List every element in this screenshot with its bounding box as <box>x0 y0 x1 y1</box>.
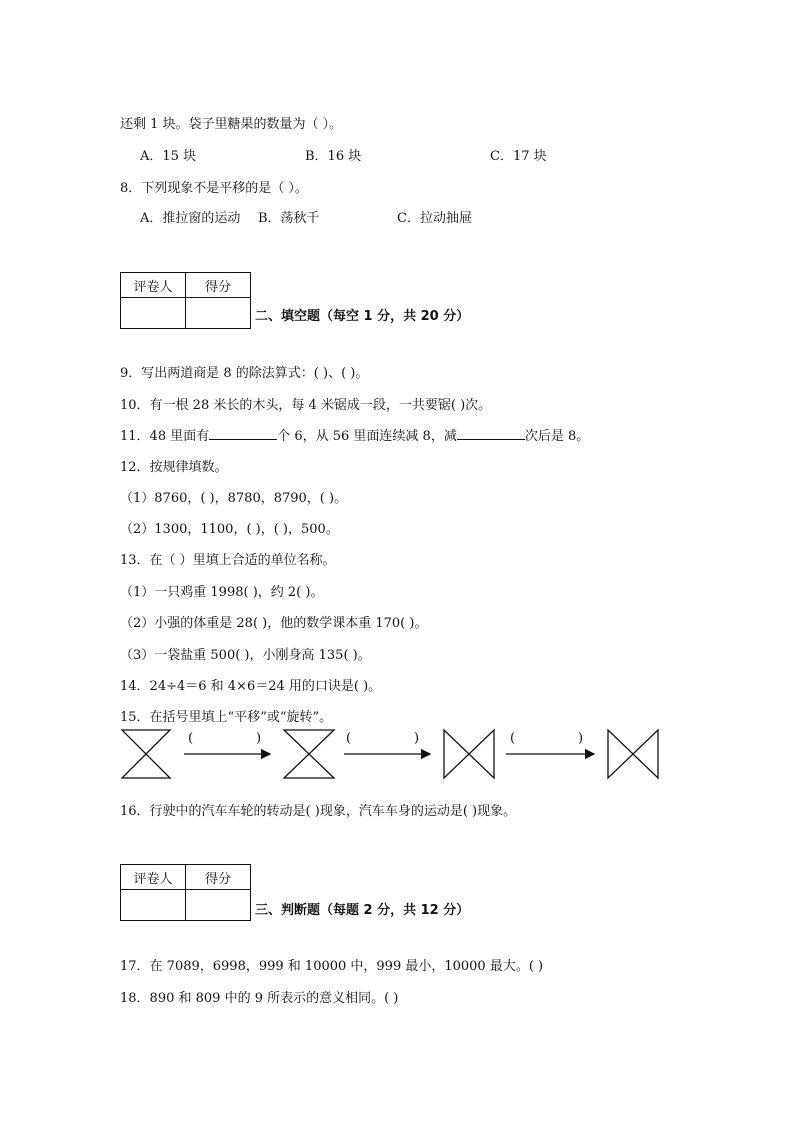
hourglass-shape-2 <box>284 730 334 778</box>
q12-1: （1）8760，( )，8780，8790，( )。 <box>120 491 348 506</box>
section2-title: 二、填空题（每空 1 分，共 20 分） <box>255 309 470 324</box>
q11 <box>120 425 589 444</box>
score-table-section3 <box>120 864 251 921</box>
q9: 9．写出两道商是 8 的除法算式：( )、( )。 <box>120 366 369 381</box>
q8-option-c: C．拉动抽屉 <box>397 211 472 226</box>
score-label: 得分 <box>186 865 251 890</box>
q10: 10．有一根 28 米长的木头，每 4 米锯成一段，一共要锯( )次。 <box>120 398 492 413</box>
q11-part-a: 11．48 里面有 <box>120 429 210 444</box>
q7-option-a: A．15 块 <box>140 149 197 164</box>
q11-blank-2[interactable] <box>457 427 525 440</box>
reviewer-cell[interactable] <box>121 890 186 921</box>
q12: 12．按规律填数。 <box>120 460 228 475</box>
section3-title: 三、判断题（每题 2 分，共 12 分） <box>255 903 470 918</box>
q14: 14．24÷4＝6 和 4×6＝24 用的口诀是( )。 <box>120 679 382 694</box>
score-label: 得分 <box>186 273 251 298</box>
q8: 8．下列现象不是平移的是（ ）。 <box>120 181 308 196</box>
q7-tail: 还剩 1 块。袋子里糖果的数量为（ ）。 <box>120 117 343 132</box>
hourglass-shape-1 <box>122 730 170 778</box>
q11-blank-1[interactable] <box>209 427 277 440</box>
bowtie-shape-2 <box>608 730 658 778</box>
bowtie-shape-1 <box>444 730 494 778</box>
q16: 16．行驶中的汽车车轮的转动是( )现象，汽车车身的运动是( )现象。 <box>120 804 517 819</box>
q13: 13．在（ ）里填上合适的单位名称。 <box>120 553 336 568</box>
reviewer-cell[interactable] <box>121 298 186 329</box>
q15: 15．在括号里填上“平移”或“旋转”。 <box>120 710 333 725</box>
q15-figures <box>112 718 672 784</box>
reviewer-label: 评卷人 <box>121 865 186 890</box>
q8-option-a: A．推拉窗的运动 <box>140 211 241 226</box>
q18: 18．890 和 809 中的 9 所表示的意义相同。( ) <box>120 991 399 1006</box>
reviewer-label: 评卷人 <box>121 273 186 298</box>
paren-3-open: ( <box>510 731 516 746</box>
q7-option-b: B．16 块 <box>305 149 362 164</box>
paren-2-open: ( <box>346 731 352 746</box>
paren-1-open: ( <box>188 731 194 746</box>
q11-part-b: 个 6，从 56 里面连续减 8，减 <box>277 429 457 444</box>
score-cell[interactable] <box>186 298 251 329</box>
paren-2-close: ) <box>414 731 420 746</box>
q11-part-c: 次后是 8。 <box>524 429 590 444</box>
score-cell[interactable] <box>186 890 251 921</box>
q13-3: （3）一袋盐重 500( )，小刚身高 135( )。 <box>120 648 371 663</box>
q8-option-b: B．荡秋千 <box>258 211 320 226</box>
q12-2: （2）1300，1100，( )，( )，500。 <box>120 522 339 537</box>
paren-1-close: ) <box>256 731 262 746</box>
q17: 17．在 7089，6998，999 和 10000 中，999 最小，10000 最大。( ) <box>120 959 544 974</box>
q13-1: （1）一只鸡重 1998( )，约 2( )。 <box>120 585 324 600</box>
paren-3-close: ) <box>578 731 584 746</box>
score-table-section2 <box>120 272 251 329</box>
q7-option-c: C．17 块 <box>490 149 547 164</box>
q13-2: （2）小强的体重是 28( )，他的数学课本重 170( )。 <box>120 616 428 631</box>
